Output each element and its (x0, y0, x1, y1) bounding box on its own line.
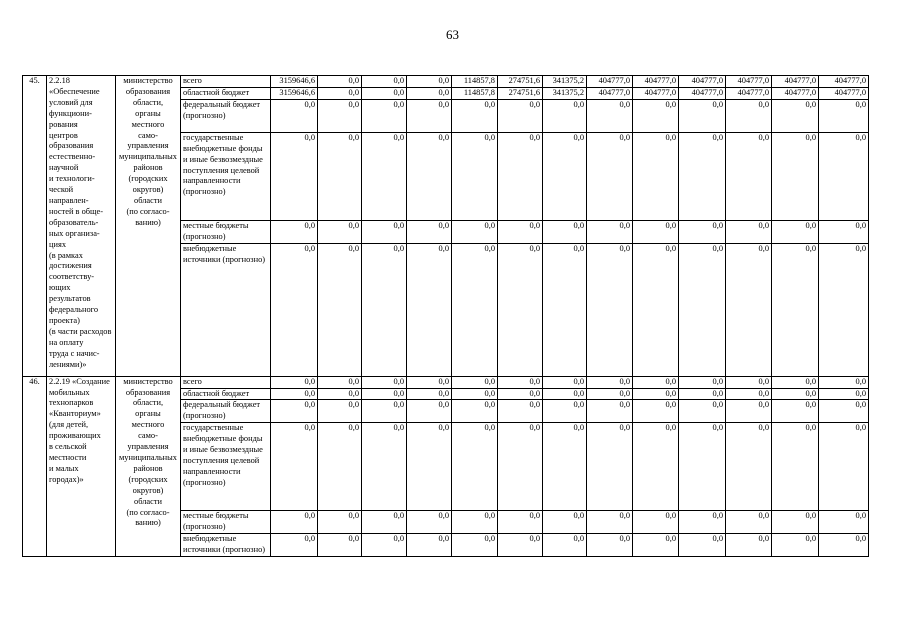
amount-cell: 0,0 (498, 534, 543, 557)
amount-cell: 0,0 (726, 132, 772, 220)
amount-cell: 0,0 (318, 388, 362, 400)
amount-cell: 0,0 (679, 99, 726, 132)
amount-cell: 0,0 (726, 99, 772, 132)
amount-cell: 0,0 (726, 388, 772, 400)
amount-cell: 0,0 (407, 99, 452, 132)
amount-cell: 0,0 (318, 243, 362, 376)
amount-cell: 0,0 (452, 220, 498, 243)
amount-cell: 0,0 (819, 99, 869, 132)
amount-cell: 0,0 (362, 376, 407, 388)
amount-cell: 0,0 (543, 511, 587, 534)
amount-cell: 0,0 (362, 243, 407, 376)
amount-cell: 0,0 (679, 423, 726, 511)
table-row (23, 376, 869, 388)
amount-cell: 0,0 (633, 534, 679, 557)
amount-cell: 0,0 (271, 220, 318, 243)
amount-cell: 0,0 (407, 132, 452, 220)
amount-cell: 0,0 (543, 388, 587, 400)
amount-cell: 0,0 (407, 87, 452, 99)
amount-cell: 0,0 (587, 132, 633, 220)
amount-cell: 0,0 (819, 400, 869, 423)
amount-cell: 404777,0 (633, 87, 679, 99)
amount-cell: 0,0 (633, 132, 679, 220)
amount-cell: 0,0 (543, 99, 587, 132)
amount-cell: 404777,0 (587, 87, 633, 99)
funding-source: всего (181, 76, 271, 88)
row-number: 46. (23, 376, 47, 556)
amount-cell: 0,0 (452, 132, 498, 220)
amount-cell: 0,0 (318, 87, 362, 99)
amount-cell: 3159646,6 (271, 76, 318, 88)
amount-cell: 0,0 (318, 99, 362, 132)
amount-cell: 0,0 (819, 243, 869, 376)
amount-cell: 0,0 (543, 534, 587, 557)
funding-source: государственные внебюджетные фонды и иные безвозмездные поступления целевой направленности (прогнозно) (181, 132, 271, 220)
amount-cell: 274751,6 (498, 87, 543, 99)
amount-cell: 274751,6 (498, 76, 543, 88)
amount-cell: 0,0 (726, 534, 772, 557)
amount-cell: 0,0 (498, 511, 543, 534)
amount-cell: 0,0 (318, 132, 362, 220)
table-row (23, 76, 869, 88)
amount-cell: 0,0 (726, 400, 772, 423)
amount-cell: 0,0 (498, 423, 543, 511)
amount-cell: 0,0 (498, 376, 543, 388)
amount-cell: 0,0 (271, 99, 318, 132)
amount-cell: 0,0 (543, 400, 587, 423)
amount-cell: 0,0 (407, 220, 452, 243)
amount-cell: 0,0 (362, 423, 407, 511)
amount-cell: 0,0 (819, 132, 869, 220)
amount-cell: 114857,8 (452, 76, 498, 88)
amount-cell: 0,0 (772, 423, 819, 511)
funding-source: местные бюджеты (прогнозно) (181, 511, 271, 534)
amount-cell: 0,0 (587, 243, 633, 376)
amount-cell: 0,0 (726, 220, 772, 243)
amount-cell: 0,0 (271, 400, 318, 423)
amount-cell: 0,0 (587, 376, 633, 388)
budget-table (22, 75, 869, 557)
amount-cell: 0,0 (407, 76, 452, 88)
amount-cell: 0,0 (407, 243, 452, 376)
amount-cell: 0,0 (772, 99, 819, 132)
amount-cell: 0,0 (452, 376, 498, 388)
amount-cell: 0,0 (819, 376, 869, 388)
amount-cell: 0,0 (362, 99, 407, 132)
amount-cell: 0,0 (452, 388, 498, 400)
funding-source: внебюджетные источники (прогнозно) (181, 534, 271, 557)
amount-cell: 0,0 (318, 423, 362, 511)
amount-cell: 404777,0 (819, 76, 869, 88)
amount-cell: 0,0 (498, 388, 543, 400)
amount-cell: 0,0 (819, 388, 869, 400)
amount-cell: 3159646,6 (271, 87, 318, 99)
amount-cell: 0,0 (318, 220, 362, 243)
amount-cell: 0,0 (271, 243, 318, 376)
amount-cell: 0,0 (679, 534, 726, 557)
amount-cell: 341375,2 (543, 76, 587, 88)
amount-cell: 0,0 (452, 511, 498, 534)
amount-cell: 0,0 (772, 400, 819, 423)
amount-cell: 0,0 (772, 132, 819, 220)
amount-cell: 0,0 (819, 534, 869, 557)
amount-cell: 0,0 (362, 87, 407, 99)
amount-cell: 0,0 (362, 220, 407, 243)
amount-cell: 0,0 (726, 423, 772, 511)
amount-cell: 0,0 (362, 400, 407, 423)
amount-cell: 404777,0 (726, 76, 772, 88)
funding-source: федеральный бюджет (прогнозно) (181, 400, 271, 423)
amount-cell: 0,0 (407, 423, 452, 511)
amount-cell: 0,0 (679, 243, 726, 376)
amount-cell: 0,0 (819, 423, 869, 511)
amount-cell: 0,0 (498, 243, 543, 376)
amount-cell: 0,0 (452, 243, 498, 376)
amount-cell: 0,0 (726, 243, 772, 376)
amount-cell: 114857,8 (452, 87, 498, 99)
amount-cell: 341375,2 (543, 87, 587, 99)
measure-title: 2.2.18 «Обеспечение условий для функциони- рования центров образования естественно- научной и технологи- ческой направлен- ностей в обще- образователь- ных организа- циях (в рамках достижения соответству- ющих результатов федерального проекта) (в части расходов на оплату труда с начис- лениями)» (47, 76, 116, 377)
measure-title: 2.2.19 «Создание мобильных технопарков «Кванториум» (для детей, проживающих в сельской местности и малых городах)» (47, 376, 116, 556)
amount-cell: 0,0 (679, 132, 726, 220)
amount-cell: 404777,0 (679, 87, 726, 99)
amount-cell: 0,0 (633, 243, 679, 376)
amount-cell: 0,0 (318, 534, 362, 557)
amount-cell: 0,0 (633, 99, 679, 132)
amount-cell: 0,0 (772, 388, 819, 400)
amount-cell: 0,0 (772, 376, 819, 388)
amount-cell: 0,0 (407, 511, 452, 534)
amount-cell: 0,0 (271, 511, 318, 534)
amount-cell: 0,0 (271, 388, 318, 400)
amount-cell: 0,0 (543, 132, 587, 220)
amount-cell: 0,0 (318, 400, 362, 423)
amount-cell: 0,0 (271, 376, 318, 388)
amount-cell: 0,0 (726, 511, 772, 534)
amount-cell: 0,0 (772, 220, 819, 243)
amount-cell: 0,0 (498, 132, 543, 220)
amount-cell: 404777,0 (772, 87, 819, 99)
amount-cell: 0,0 (679, 388, 726, 400)
amount-cell: 0,0 (452, 423, 498, 511)
page-number: 63 (446, 27, 459, 42)
funding-source: всего (181, 376, 271, 388)
amount-cell: 0,0 (679, 220, 726, 243)
funding-source: областной бюджет (181, 388, 271, 400)
amount-cell: 404777,0 (726, 87, 772, 99)
amount-cell: 0,0 (587, 423, 633, 511)
amount-cell: 0,0 (271, 534, 318, 557)
amount-cell: 0,0 (587, 388, 633, 400)
amount-cell: 0,0 (271, 423, 318, 511)
amount-cell: 0,0 (633, 400, 679, 423)
executor: министерство образования области, органы местного само- управления муниципальных районов (городских округов) области (по согласо- ванию) (116, 376, 181, 556)
amount-cell: 0,0 (587, 534, 633, 557)
amount-cell: 0,0 (452, 400, 498, 423)
amount-cell: 404777,0 (679, 76, 726, 88)
amount-cell: 0,0 (633, 423, 679, 511)
amount-cell: 0,0 (543, 376, 587, 388)
amount-cell: 0,0 (633, 388, 679, 400)
amount-cell: 0,0 (362, 511, 407, 534)
amount-cell: 0,0 (633, 376, 679, 388)
amount-cell: 0,0 (543, 220, 587, 243)
amount-cell: 0,0 (362, 534, 407, 557)
funding-source: государственные внебюджетные фонды и иные безвозмездные поступления целевой направленности (прогнозно) (181, 423, 271, 511)
amount-cell: 404777,0 (819, 87, 869, 99)
funding-source: областной бюджет (181, 87, 271, 99)
amount-cell: 0,0 (498, 400, 543, 423)
amount-cell: 0,0 (452, 99, 498, 132)
amount-cell: 0,0 (407, 400, 452, 423)
amount-cell: 404777,0 (772, 76, 819, 88)
amount-cell: 0,0 (407, 376, 452, 388)
amount-cell: 0,0 (543, 243, 587, 376)
amount-cell: 0,0 (587, 400, 633, 423)
amount-cell: 0,0 (407, 534, 452, 557)
amount-cell: 0,0 (772, 511, 819, 534)
amount-cell: 0,0 (407, 388, 452, 400)
amount-cell: 0,0 (587, 220, 633, 243)
funding-source: внебюджетные источники (прогнозно) (181, 243, 271, 376)
amount-cell: 0,0 (362, 76, 407, 88)
executor: министерство образования области, органы местного само- управления муниципальных районов (городских округов) области (по согласо- ванию) (116, 76, 181, 377)
amount-cell: 0,0 (318, 76, 362, 88)
amount-cell: 0,0 (819, 220, 869, 243)
amount-cell: 0,0 (819, 511, 869, 534)
amount-cell: 404777,0 (587, 76, 633, 88)
amount-cell: 0,0 (362, 388, 407, 400)
amount-cell: 0,0 (633, 220, 679, 243)
amount-cell: 0,0 (633, 511, 679, 534)
amount-cell: 0,0 (362, 132, 407, 220)
amount-cell: 0,0 (772, 534, 819, 557)
amount-cell: 0,0 (679, 400, 726, 423)
amount-cell: 0,0 (452, 534, 498, 557)
amount-cell: 0,0 (498, 220, 543, 243)
amount-cell: 0,0 (679, 511, 726, 534)
amount-cell: 404777,0 (633, 76, 679, 88)
amount-cell: 0,0 (587, 511, 633, 534)
amount-cell: 0,0 (679, 376, 726, 388)
amount-cell: 0,0 (318, 376, 362, 388)
amount-cell: 0,0 (318, 511, 362, 534)
amount-cell: 0,0 (587, 99, 633, 132)
amount-cell: 0,0 (726, 376, 772, 388)
row-number: 45. (23, 76, 47, 377)
amount-cell: 0,0 (271, 132, 318, 220)
funding-source: местные бюджеты (прогнозно) (181, 220, 271, 243)
amount-cell: 0,0 (498, 99, 543, 132)
amount-cell: 0,0 (772, 243, 819, 376)
amount-cell: 0,0 (543, 423, 587, 511)
funding-source: федеральный бюджет (прогнозно) (181, 99, 271, 132)
